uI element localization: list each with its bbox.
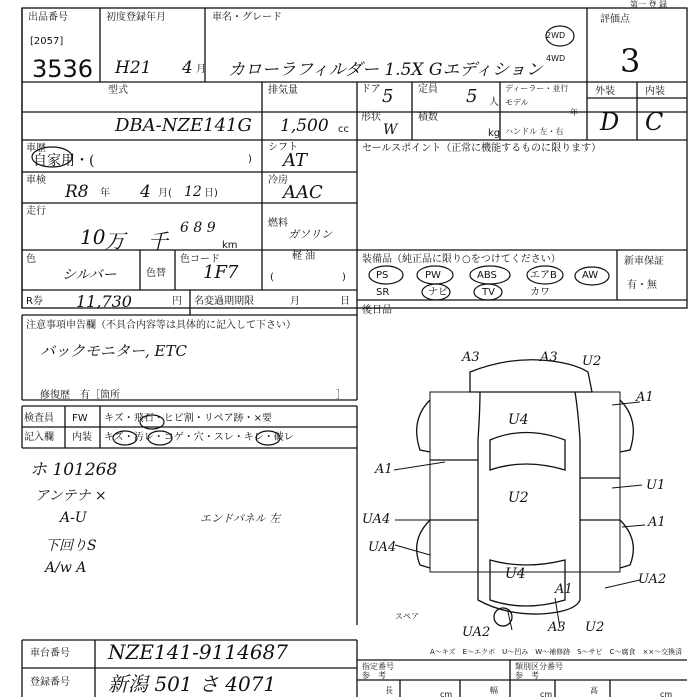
selling-label: セールスポイント（正常に機能するものに限ります） xyxy=(362,143,602,154)
diagram-label: A1 xyxy=(375,462,393,477)
displacement-unit: cc xyxy=(338,124,349,135)
interior-label: 内装 xyxy=(645,86,665,97)
eq-abs: ABS xyxy=(477,270,497,281)
fuel-light-oil: 軽 油 xyxy=(292,251,316,262)
after-label: 後日品 xyxy=(362,305,392,316)
free-note-4: 下回りS xyxy=(45,538,97,554)
free-note-1: ホ 101268 xyxy=(30,460,118,480)
color-label: 色 xyxy=(26,254,36,265)
shift-label: シフト xyxy=(268,142,298,153)
steering-label: ハンドル 左・右 xyxy=(505,127,564,136)
diagram-label: U4 xyxy=(505,566,526,582)
spare-label: スペア xyxy=(395,612,419,621)
doors-value: 5 xyxy=(382,86,394,107)
diagram-label: UA2 xyxy=(638,572,667,587)
fuel-paren-open: ( xyxy=(270,272,274,283)
color-code-value: 1F7 xyxy=(203,262,239,283)
inspection-day-unit: 日) xyxy=(204,188,218,199)
mileage-sen: 千 xyxy=(148,229,168,253)
diagram-label: U2 xyxy=(582,354,602,369)
chassis-value: NZE141-9114687 xyxy=(108,640,288,664)
cm-unit: cm xyxy=(660,690,673,699)
mileage-man-unit: 万 xyxy=(105,229,125,253)
fuel-gasoline: ガソリン xyxy=(288,228,332,241)
transfer-label: 名変過期期限 xyxy=(194,296,254,307)
fw-items: キズ・飛石・ヒビ割・リペア跡・×要 xyxy=(104,413,272,424)
cm-unit: cm xyxy=(540,690,553,699)
eq-leather: カワ xyxy=(530,287,550,298)
first-reg-month: 4 xyxy=(182,58,193,78)
eq-navi: ナビ xyxy=(428,287,448,298)
reg-label: 登録番号 xyxy=(30,677,70,688)
diagram-label: U1 xyxy=(646,478,666,493)
lot-bracket: [2057] xyxy=(30,36,64,47)
diagram-label: A3 xyxy=(548,620,566,635)
diagram-label: UA4 xyxy=(362,512,391,527)
eq-tv: TV xyxy=(482,287,495,298)
interior-value: C xyxy=(645,108,664,136)
eq-pw: PW xyxy=(425,270,441,281)
class-ref-label: 参 考 xyxy=(515,671,539,680)
diagram-label: UA2 xyxy=(462,625,491,640)
capacity-unit: 人 xyxy=(489,97,499,108)
free-note-2: アンテナ × xyxy=(35,488,107,504)
new-warranty-label: 新車保証 xyxy=(624,256,664,267)
diagram-label: U2 xyxy=(508,490,529,506)
diagram-label: A1 xyxy=(555,582,573,597)
fuel-paren-close: ) xyxy=(342,272,346,283)
drive-4wd: 4WD xyxy=(546,54,566,63)
eq-aw: AW xyxy=(582,270,599,281)
grade-eval-label: 評価点 xyxy=(600,14,630,25)
color-code-label: 色替 xyxy=(146,268,166,279)
mileage-label: 走行 xyxy=(26,206,46,217)
ac-label: 冷房 xyxy=(268,175,288,186)
capacity-label: 定員 xyxy=(418,84,438,95)
history-close: ) xyxy=(248,154,252,165)
class-label: 類別区分番号 xyxy=(515,662,563,671)
free-note-3: A-U xyxy=(60,510,87,526)
lot-no: 3536 xyxy=(32,55,94,83)
yen-unit: 円 xyxy=(172,296,182,307)
fw-label: FW xyxy=(72,413,88,424)
fuel-label: 燃料 xyxy=(268,218,288,229)
transfer-day-unit: 日 xyxy=(340,296,350,307)
year-unit: 年 xyxy=(570,108,578,117)
first-reg-era: H21 xyxy=(115,58,152,78)
notes-value: バックモニター, ETC xyxy=(40,342,187,360)
ac-value: AAC xyxy=(283,182,323,203)
inspection-day: 12 xyxy=(184,184,202,200)
history-label: 車歴 xyxy=(26,143,46,154)
shape-label: 形状 xyxy=(361,112,381,123)
displacement-label: 排気量 xyxy=(268,85,298,96)
capacity-value: 5 xyxy=(466,86,478,107)
interior-items: キズ・汚レ・コゲ・穴・スレ・キレ・破レ xyxy=(104,432,294,443)
name-value: カローラフィルダー 1.5X Gエディション xyxy=(228,60,543,80)
model-label: 型式 xyxy=(108,85,128,96)
displacement-value: 1,500 xyxy=(280,116,329,136)
drive-2wd: 2WD xyxy=(546,31,566,40)
lot-no-label: 出品番号 xyxy=(28,12,68,23)
new-warranty-value: 有・無 xyxy=(627,280,657,291)
first-reg-label: 初度登録年月 xyxy=(106,12,166,23)
cm-unit: cm xyxy=(440,690,453,699)
exterior-value: D xyxy=(600,108,620,136)
model-year-label: モデル xyxy=(505,98,529,107)
dealer-ref-label: 参 考 xyxy=(362,671,386,680)
chassis-label: 車台番号 xyxy=(30,648,70,659)
recycle-label: R券 xyxy=(26,296,43,307)
mileage-unit: km xyxy=(222,240,238,251)
dealer-label: ディーラー・並行 xyxy=(505,84,569,93)
shape-value: W xyxy=(383,122,398,138)
inspection-era: R8 xyxy=(65,182,89,202)
diagram-label: U2 xyxy=(585,620,605,635)
inspection-label: 車検 xyxy=(26,175,46,186)
reg-value: 新潟 501 さ 4071 xyxy=(108,672,277,696)
model-value: DBA-NZE141G xyxy=(115,115,252,136)
wide-label: 幅 xyxy=(490,686,498,695)
transfer-month-unit: 月 xyxy=(290,296,300,307)
diagram-label: A1 xyxy=(648,515,666,530)
shift-value: AT xyxy=(283,150,308,171)
long-label: 長 xyxy=(385,686,393,695)
repair-close: ］ xyxy=(336,390,346,401)
diagram-label: U4 xyxy=(508,412,529,428)
diagram-label: UA4 xyxy=(368,540,397,555)
inspection-month-unit: 月( xyxy=(158,188,172,199)
top-small: 第一 登 録 xyxy=(630,0,668,9)
diagram-legend: A～キズ E～エクボ U～凹み W～補修跡 S～サビ C～腐食 ××～交換済 xyxy=(430,648,683,656)
dealer-no-label: 指定番号 xyxy=(362,662,394,671)
inspection-year-unit: 年 xyxy=(100,188,110,199)
exterior-label: 外装 xyxy=(595,86,615,97)
diagram-label: A3 xyxy=(540,350,558,365)
notes-label: 注意事項申告欄（不具合内容等は具体的に記入して下さい） xyxy=(26,320,296,331)
free-note-6: エンドパネル 左 xyxy=(200,512,281,525)
history-value: 自家用・( xyxy=(33,153,95,169)
color-value: シルバー xyxy=(62,267,117,283)
high-label: 高 xyxy=(590,686,598,695)
equipment-label: 装備品（純正品に限り○をつけてください） xyxy=(362,254,561,265)
fill-label: 記入欄 xyxy=(24,432,54,443)
inspector-label: 検査員 xyxy=(24,413,54,424)
mileage-man: 10 xyxy=(80,225,106,249)
interior-row-label: 内装 xyxy=(72,432,92,443)
grade-eval-value: 3 xyxy=(620,42,641,80)
load-label: 積数 xyxy=(418,112,438,123)
eq-ps: PS xyxy=(376,270,389,281)
diagram-label: A3 xyxy=(462,350,480,365)
doors-label: ドア xyxy=(361,84,381,95)
diagram-label: A1 xyxy=(636,390,654,405)
inspection-month: 4 xyxy=(140,182,151,202)
color-code2-label: 色コード xyxy=(180,254,220,265)
free-note-5: A/w A xyxy=(45,560,87,576)
month-unit: 月 xyxy=(196,64,206,75)
recycle-value: 11,730 xyxy=(76,292,132,311)
load-unit: kg xyxy=(488,128,501,139)
repair-label: 修復歴 有［箇所 xyxy=(40,390,120,401)
mileage-digits: 6 8 9 xyxy=(180,220,216,236)
eq-airbag: エアB xyxy=(530,270,557,281)
eq-sr: SR xyxy=(376,287,390,298)
name-label: 車名・グレード xyxy=(212,12,282,23)
